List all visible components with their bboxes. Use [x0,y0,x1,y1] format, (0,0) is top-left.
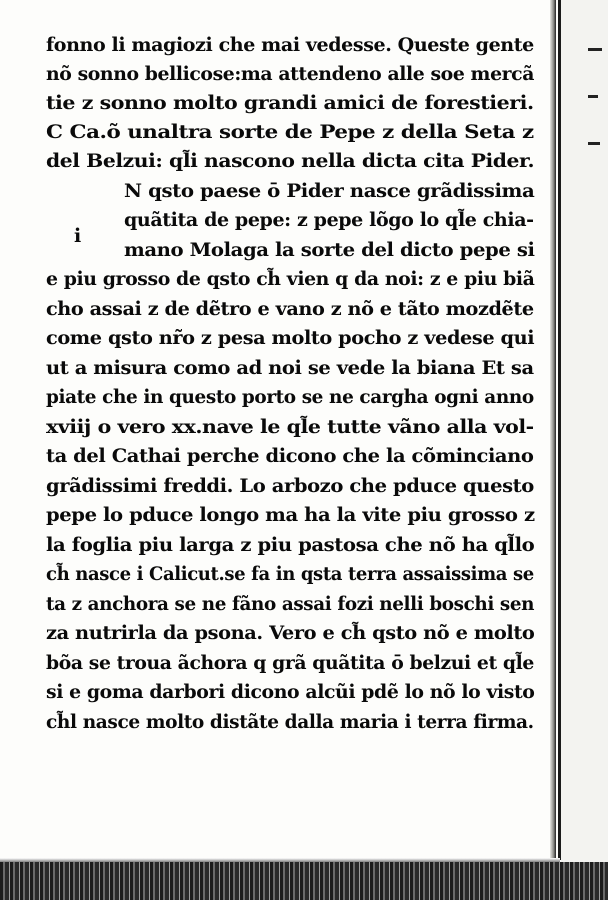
text-line-24: ch̃l nasce molto distãte dalla maria i terra firma. [46,711,534,733]
facing-page-mark [588,48,602,51]
book-edge-pages [0,862,608,900]
text-line-18: la foglia piu larga z piu pastosa che nõ ha ql̃lo [46,534,535,556]
facing-page-mark [588,95,598,98]
text-line-19: ch̃ nasce i Calicut.se fa in qsta terra assaissima se [46,563,534,585]
text-line-1: fonno li magiozi che mai vedesse. Queste gente [46,34,534,56]
facing-page-edge [561,0,608,870]
text-line-13: piate che in questo porto se ne cargha ogni anno [46,386,534,408]
text-line-22: bõa se troua ãchora q grã quãtita ō belzui et ql̃e [46,652,534,674]
facing-page-mark [588,142,600,145]
text-line-11: come qsto nr̃o z pesa molto pocho z vedese qui [46,327,535,349]
text-line-14: xviij o vero xx.nave le ql̃e tutte vãno alla vol- [46,416,534,438]
text-line-9: e piu grosso de qsto ch̃ vien q da noi: z e piu biã [46,268,535,290]
text-line-6: N qsto paese ō Pider nasce grãdissima [124,180,535,202]
marginal-note: i [74,225,82,247]
text-line-15: ta del Cathai perche dicono che la cõminciano [46,445,534,467]
text-line-4: C Ca.õ unaltra sorte de Pepe z della Seta z [46,121,534,143]
text-line-2: nõ sonno bellicose:ma attendeno alle soe mercã [46,63,535,85]
text-line-10: cho assai z de dẽtro e vano z nõ e tãto mozdẽte [46,298,534,320]
text-line-12: ut a misura como ad noi se vede la biana Et sa [46,357,534,379]
text-line-7: quãtita de pepe: z pepe lõgo lo ql̃e chia- [124,209,534,231]
text-line-5: del Belzui: ql̃i nascono nella dicta cita Pider. [46,150,535,172]
text-line-16: grãdissimi freddi. Lo arbozo che pduce questo [46,475,534,497]
text-line-23: si e goma darbori dicono alcũi pdẽ lo nõ lo visto [46,681,535,703]
text-line-8: mano Molaga la sorte del dicto pepe si [124,239,535,261]
gutter-shadow [550,0,556,870]
text-line-21: za nutrirla da psona. Vero e ch̃ qsto nõ e molto [46,622,535,644]
text-line-20: ta z anchora se ne fãno assai fozi nelli boschi sen [46,593,535,615]
text-line-3: tie z sonno molto grandi amici de forestieri. [46,92,534,114]
text-line-17: pepe lo pduce longo ma ha la vite piu grosso z [46,504,535,526]
